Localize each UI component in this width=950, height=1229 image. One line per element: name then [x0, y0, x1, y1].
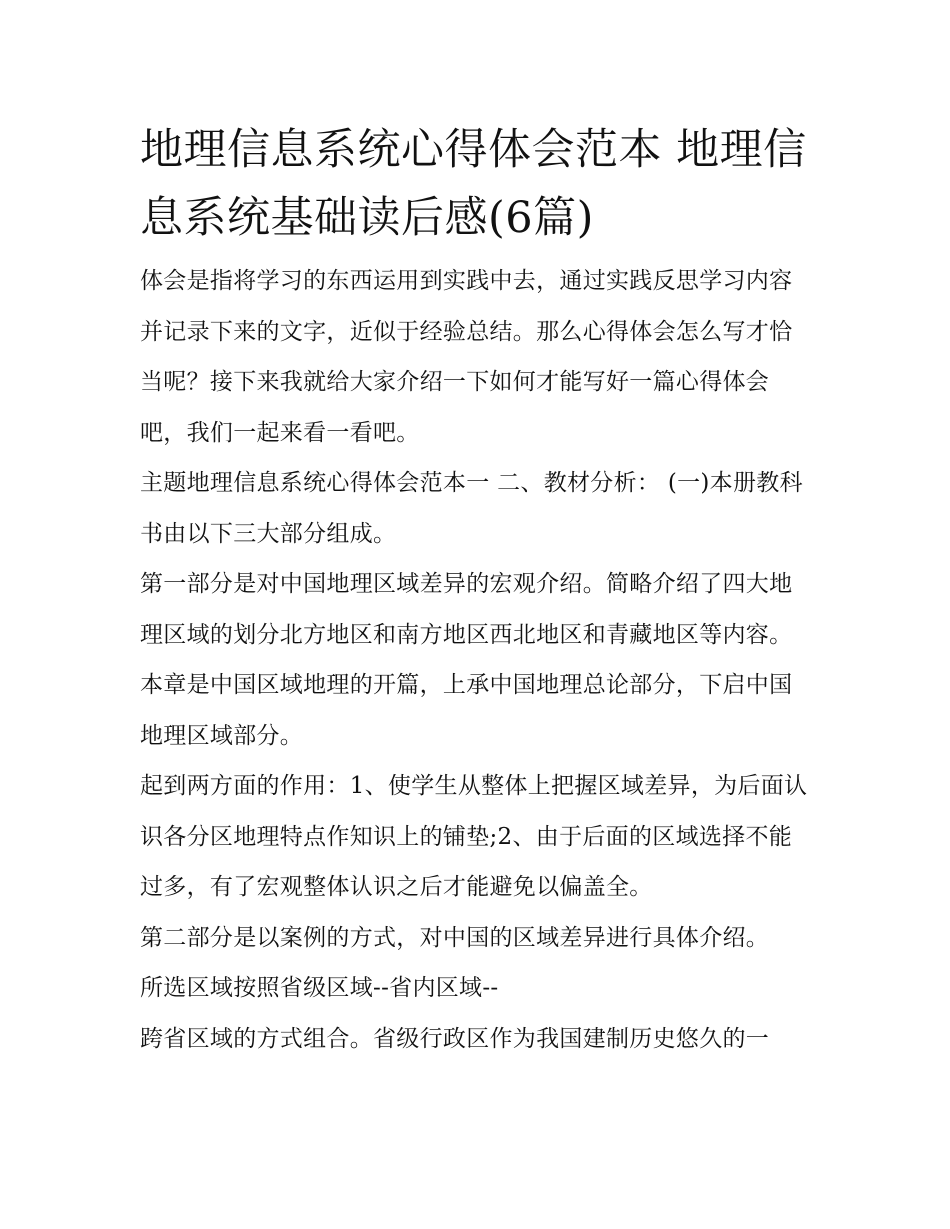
document-title: 地理信息系统心得体会范本 地理信息系统基础读后感(6篇) [140, 125, 807, 243]
paragraph-topic: 主题地理信息系统心得体会范本一 二、教材分析： (一)本册教科书由以下三大部分组成。 [140, 470, 803, 547]
document-content [140, 116, 812, 1064]
paragraph-effects: 起到两方面的作用：1、使学生从整体上把握区域差异，为后面认识各分区地理特点作知识上的铺垫;2、由于后面的区域选择不能过多，有了宏观整体认识之后才能避免以偏盖全。 [140, 773, 808, 900]
paragraph-intro: 体会是指将学习的东西运用到实践中去，通过实践反思学习内容并记录下来的文字，近似于经验总结。那么心得体会怎么写才恰当呢？接下来我就给大家介绍一下如何才能写好一篇心得体会吧，我们一起来看一看吧。 [140, 268, 793, 446]
paragraph-combination: 跨省区域的方式组合。省级行政区作为我国建制历史悠久的一 [140, 1025, 770, 1052]
paragraph-part-two: 第二部分是以案例的方式，对中国的区域差异进行具体介绍。 [140, 924, 770, 951]
paragraph-part-one: 第一部分是对中国地理区域差异的宏观介绍。简略介绍了四大地理区域的划分北方地区和南方地区西北地区和青藏地区等内容。本章是中国区域地理的开篇，上承中国地理总论部分，下启中国地理区域部分。 [140, 571, 793, 749]
paragraph-selection: 所选区域按照省级区域--省内区域-- [140, 975, 499, 1001]
